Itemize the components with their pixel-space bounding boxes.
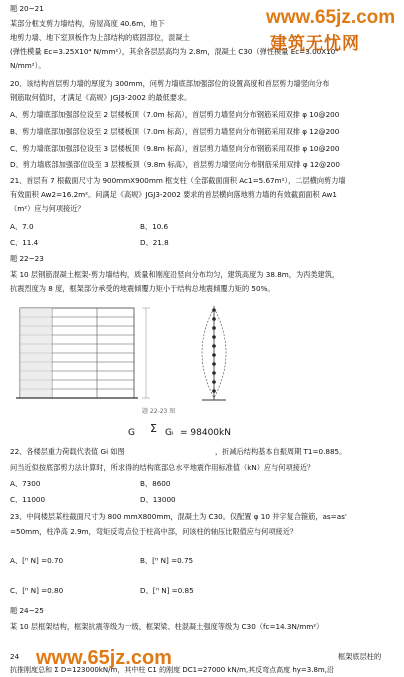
q22-line4: 问当近似按底部剪力法计算时，所求得的结构底部总水平地震作用标准值（kN）应与何项接近？ — [10, 463, 315, 472]
q20-header: 题 20~21 — [10, 4, 44, 13]
q20-line4: N/mm²）。 — [10, 61, 46, 70]
watermark-url-top: www.65jz.com — [266, 7, 396, 28]
q20-option-d: D、剪力墙底部加强部位设至 3 层楼板顶（9.8m 标高），首层剪力墙竖向分布钢筋采用双排 φ 12@200 — [10, 160, 340, 169]
q24-number: 24 — [10, 652, 20, 661]
q23-option-d: D、[ᴴ N] =0.85 — [140, 586, 194, 595]
q20-option-c: C、剪力墙底部加强部位设至 3 层楼板顶（9.8m 标高），首层剪力墙竖向分布钢筋采用双排 φ 10@200 — [10, 144, 340, 153]
formula-rhs: = 98400kN — [180, 428, 231, 438]
q22-line2: 抗震烈度为 8 度，框架部分承受的地震倾覆力矩小于结构总地震倾覆力矩的 50%。 — [10, 284, 275, 293]
figure-caption: 题 22-23 图 — [142, 408, 176, 415]
q23-line2: =50mm，柱净高 2.9m，弯矩反弯点位于柱高中部，问该柱的轴压比限值应与何项接近？ — [10, 527, 298, 536]
q21-line3: （m²）应与何项接近？ — [10, 204, 85, 213]
frame-figure — [12, 298, 252, 410]
q22-line1: 某 10 层钢筋混凝土框架-剪力墙结构，质量和刚度沿竖向分布均匀，建筑高度为 38.8m，为丙类建筑， — [10, 270, 340, 279]
q20-line1: 某部分框支剪力墙结构，房屋高度 40.6m，地下 — [10, 19, 165, 28]
watermark-cn-top: 建筑无忧网 — [270, 34, 360, 54]
q21-line2: 有效面积 Aw2=16.2m²。问满足《高规》JGJ3-2002 要求的首层横向落地剪力墙的有效截面面积 Aw1 — [10, 190, 337, 199]
q22-line3: 22、各楼层重力荷载代表值 Gi 如图 — [10, 447, 125, 456]
q20-option-b: B、剪力墙底部加强部位设至 2 层楼板顶（7.0m 标高），首层剪力墙竖向分布钢筋采用双排 φ 12@200 — [10, 127, 340, 136]
q23-option-a: A、[ᴴ N] =0.70 — [10, 556, 64, 565]
q24-line1: 某 10 层框架结构，框架抗震等级为一级，框架梁、柱混凝土强度等级为 C30（fc=14.3N/mm²） — [10, 622, 324, 631]
q23-line1: 23、中间楼层某柱截面尺寸为 800 mmX800mm，混凝土为 C30。仅配置 φ 10 井字复合箍筋，as=as' — [10, 512, 347, 521]
q20-question: 20、该结构首层剪力墙的厚度为 300mm，问剪力墙底部加强部位的设置高度和首层剪力墙竖向分布 — [10, 79, 330, 88]
formula-lhs: G — [128, 428, 135, 438]
q22-option-a: A、7300 — [10, 479, 41, 488]
q21-option-c: C、11.4 — [10, 238, 39, 247]
q20-line2: 地剪力墙、地下室顶板作为上部结构的底固部位，混凝土 — [10, 33, 190, 42]
q23-option-b: B、[ᴴ N] =0.75 — [140, 556, 194, 565]
q21-option-b: B、10.6 — [140, 222, 169, 231]
watermark-url-bottom: www.65jz.com — [36, 647, 172, 669]
q21-option-d: D、21.8 — [140, 238, 169, 247]
q22-option-b: B、8600 — [140, 479, 171, 488]
formula-sum-icon: Σ — [150, 422, 157, 435]
q22-header: 题 22~23 — [10, 254, 44, 263]
q22-line3b: ，折减后结构基本自振周期 T1=0.885。 — [215, 447, 347, 456]
q22-option-c: C、11000 — [10, 495, 46, 504]
q20-line3: (弹性模量 Ec=3.25X10⁴ N/mm²），其余各层层高均为 2.8m，混凝土 C30（弹性模量 Ec=3.00X10⁴ — [10, 47, 339, 56]
q24-bottom-line: 抗推刚度总和 Σ D=123000kN/m，其中柱 C1 的刚度 DC1=27000 kN/m,其反弯点高度 hy=3.8m,沿 — [10, 666, 334, 674]
formula-mid: Gᵢ — [165, 428, 174, 438]
q22-option-d: D、13000 — [140, 495, 176, 504]
q21-line1: 21、首层有 7 根截面尺寸为 900mmX900mm 框支柱（全部截面面积 Ac1=5.67m²），二层横向剪力墙 — [10, 176, 346, 185]
q20-question2: 钢筋取何值时，才满足《高规》JGJ3-2002 的最低要求。 — [10, 93, 192, 102]
q21-option-a: A、7.0 — [10, 222, 34, 231]
q23-option-c: C、[ᴴ N] =0.80 — [10, 586, 64, 595]
q24-header: 题 24~25 — [10, 606, 44, 615]
q20-option-a: A、剪力墙底部加强部位设至 2 层楼板顶（7.0m 标高），首层剪力墙竖向分布钢筋采用双排 φ 10@200 — [10, 110, 340, 119]
q24-fragment: 框架底层柱的 — [338, 652, 382, 661]
